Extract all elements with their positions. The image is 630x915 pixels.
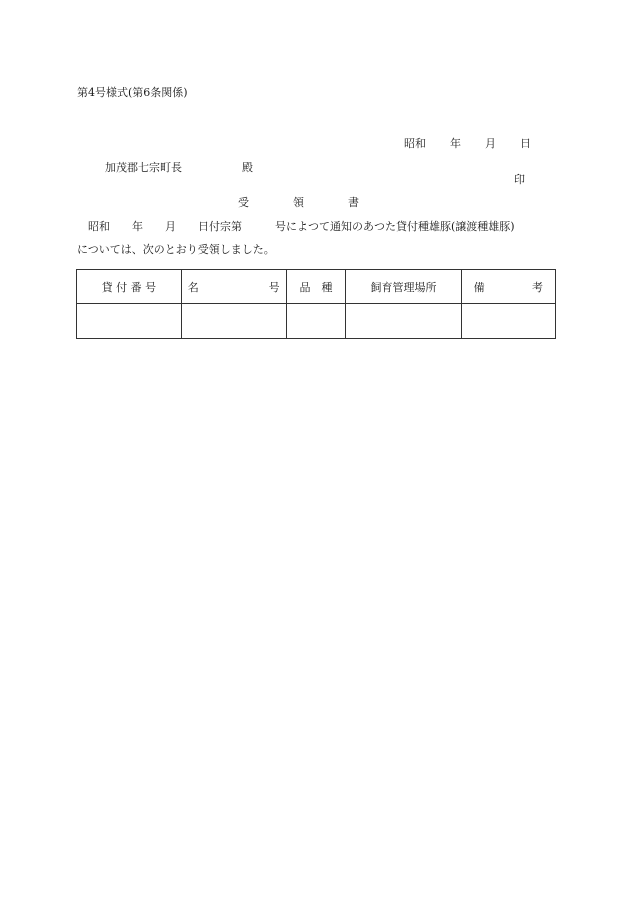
table-cell-remarks[interactable] <box>461 304 555 339</box>
date-day: 日 <box>520 137 531 150</box>
header-breed: 品 種 <box>286 270 346 304</box>
seal-mark: 印 <box>514 173 525 186</box>
table-cell-breed[interactable] <box>286 304 346 339</box>
table-row <box>77 304 556 339</box>
header-keeping-location: 飼育管理場所 <box>346 270 461 304</box>
date-month: 月 <box>485 137 496 150</box>
addressee <box>98 151 253 173</box>
receipt-table <box>76 269 556 339</box>
addressee-name: 加茂郡七宗町長 <box>105 161 182 174</box>
table-header-row <box>77 270 556 304</box>
addressee-honorific: 殿 <box>242 161 253 174</box>
date-year: 年 <box>450 137 461 150</box>
date-era: 昭和 <box>404 137 426 150</box>
document-heading: 受 領 書 <box>238 196 359 209</box>
table-cell-keeping-location[interactable] <box>346 304 461 339</box>
header-loan-number: 貸 付 番 号 <box>77 270 182 304</box>
body-text-line-1: 昭和 年 月 日付宗第 号によつて通知のあつた貸付種雄豚(譲渡種雄豚) <box>88 220 515 233</box>
table-cell-loan-number[interactable] <box>77 304 182 339</box>
header-name: 名 号 <box>181 270 286 304</box>
form-title: 第4号様式(第6条関係) <box>77 86 188 99</box>
header-remarks: 備 考 <box>461 270 555 304</box>
date-line <box>397 127 531 149</box>
body-text-line-2: については、次のとおり受領しました。 <box>77 243 275 256</box>
table-cell-name[interactable] <box>181 304 286 339</box>
